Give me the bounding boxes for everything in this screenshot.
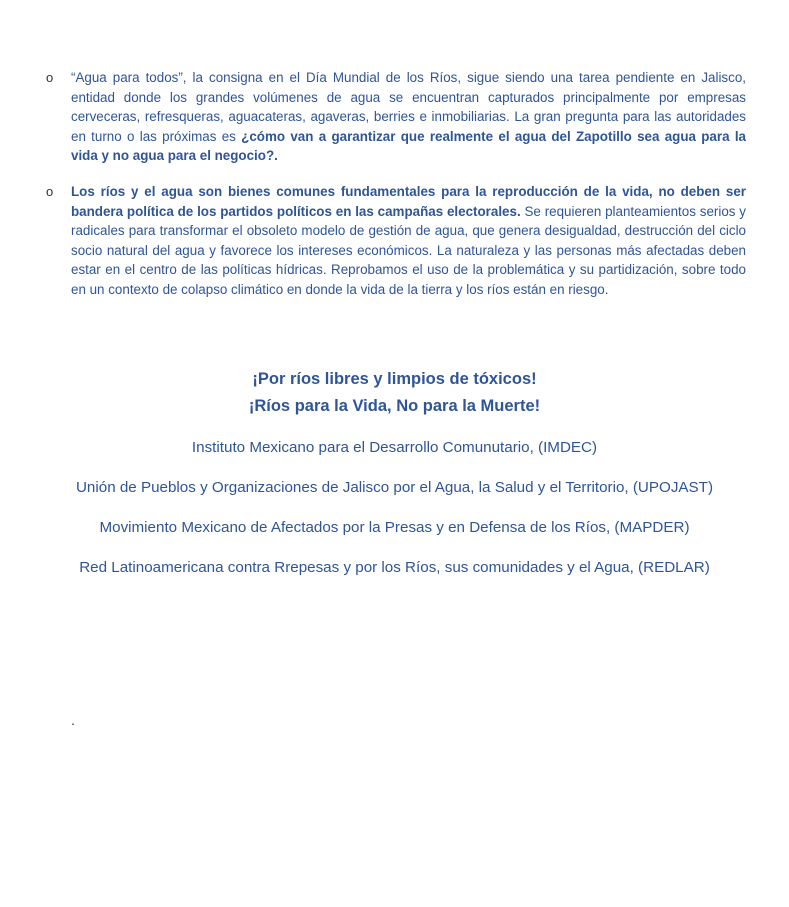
org-upojast: Unión de Pueblos y Organizaciones de Jalisco por el Agua, la Salud y el Territorio, (UPOJAST) — [75, 479, 714, 496]
bullet-question-bold: ¿cómo van a garantizar que realmente el agua del Zapotillo sea agua para la vida y no agua para el negocio?. — [71, 128, 746, 164]
slogan-rios-para-la-vida: ¡Ríos para la Vida, No para la Muerte! — [248, 397, 541, 415]
bullet-circle-icon: o — [46, 70, 54, 85]
org-mapder: Movimiento Mexicano de Afectados por la Presas y en Defensa de los Ríos, (MAPDER) — [99, 519, 690, 536]
org-imdec: Instituto Mexicano para el Desarrollo Comunutario, (IMDEC) — [191, 439, 598, 456]
signatory-organizations — [0, 438, 789, 598]
trailing-dot: . — [71, 712, 75, 728]
bullet-item-rios-bienes-comunes — [44, 182, 746, 300]
bullet-list — [44, 68, 746, 316]
slogans — [0, 366, 789, 420]
org-redlar: Red Latinoamericana contra Rrepesas y por los Ríos, sus comunidades y el Agua, (REDLAR) — [79, 559, 710, 576]
slogan-rios-libres: ¡Por ríos libres y limpios de tóxicos! — [252, 370, 537, 388]
bullet-text: Se requieren planteamientos serios y radicales para transformar el obsoleto modelo de gestión de agua, que genera desigualdad, destrucción del ciclo socio natural del agua y favorece los intereses económicos. La naturaleza y las personas más afectadas deben estar en el centro de las políticas hídricas. Reprobamos el uso de la problemática y su partidización, sobre todo en un contexto de colapso climático en donde la vida de la tierra y los ríos están en riesgo. — [71, 203, 746, 297]
bullet-text: “Agua para todos”, la consigna en el Día Mundial de los Ríos, sigue siendo una tarea pendiente en Jalisco, entidad donde los grandes volúmenes de agua se encuentran capturados principalmente por empresas cerveceras, refresqueras, aguacateras, agaveras, berries e inmobiliarias. La gran pregunta para las autoridades en turno o las próximas es — [71, 70, 746, 144]
bullet-statement-bold: Los ríos y el agua son bienes comunes fundamentales para la reproducción de la vida, no deben ser bandera política de los partidos políticos en las campañas electorales. — [71, 183, 746, 219]
bullet-item-agua-para-todos — [44, 68, 746, 166]
bullet-circle-icon: o — [46, 183, 54, 199]
